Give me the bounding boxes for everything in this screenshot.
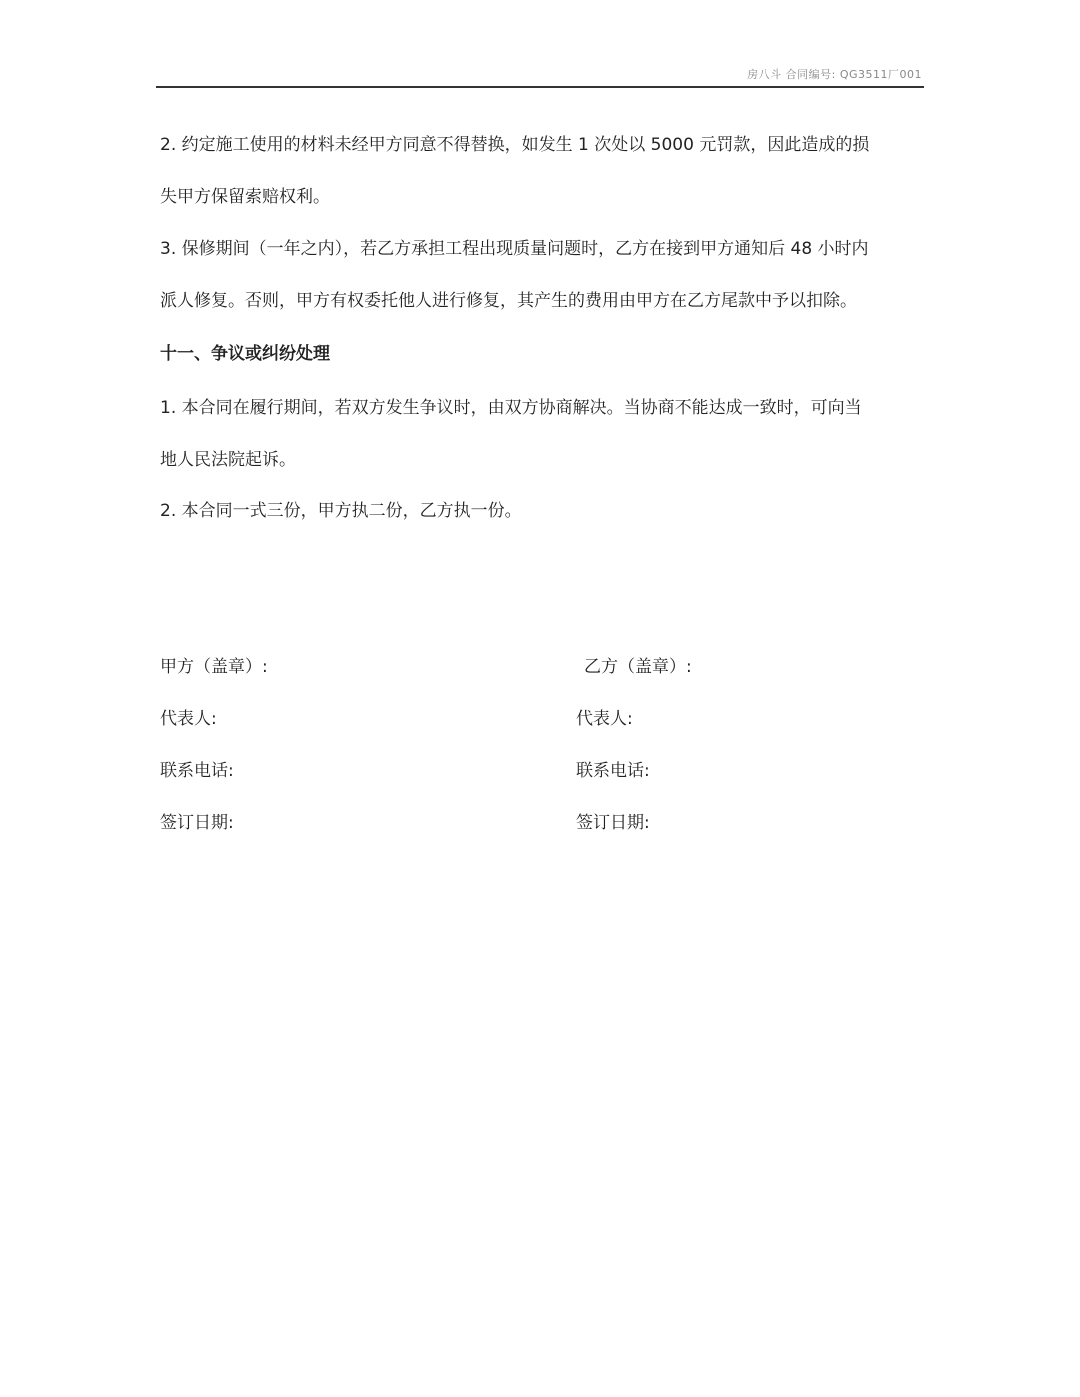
section-11-item-1-line-1: 1. 本合同在履行期间，若双方发生争议时，由双方协商解决。当协商不能达成一致时，可向当 bbox=[160, 398, 862, 418]
party-b-phone-label: 联系电话: bbox=[576, 761, 650, 781]
party-b-representative-label: 代表人: bbox=[576, 709, 633, 729]
party-a-date-label: 签订日期: bbox=[160, 813, 234, 833]
section-11-item-2: 2. 本合同一式三份，甲方执二份，乙方执一份。 bbox=[160, 501, 522, 521]
party-a-seal-label: 甲方（盖章）: bbox=[160, 657, 268, 677]
section-11-item-1-line-2: 地人民法院起诉。 bbox=[160, 450, 296, 470]
party-b-date-label: 签订日期: bbox=[576, 813, 650, 833]
section-11-title: 十一、争议或纠纷处理 bbox=[160, 344, 330, 364]
clause-2-line-2: 失甲方保留索赔权利。 bbox=[160, 187, 330, 207]
page-header: 房八斗 合同编号: QG3511厂001 bbox=[747, 68, 922, 81]
clause-3-line-1: 3. 保修期间（一年之内），若乙方承担工程出现质量问题时，乙方在接到甲方通知后 48 小时内 bbox=[160, 239, 869, 259]
clause-3-line-2: 派人修复。否则，甲方有权委托他人进行修复，其产生的费用由甲方在乙方尾款中予以扣除。 bbox=[160, 291, 857, 311]
party-b-seal-label: 乙方（盖章）: bbox=[584, 657, 692, 677]
clause-2-line-1: 2. 约定施工使用的材料未经甲方同意不得替换，如发生 1 次处以 5000 元罚款，因此造成的损 bbox=[160, 135, 870, 155]
header-divider bbox=[156, 86, 924, 88]
party-a-phone-label: 联系电话: bbox=[160, 761, 234, 781]
party-a-representative-label: 代表人: bbox=[160, 709, 217, 729]
